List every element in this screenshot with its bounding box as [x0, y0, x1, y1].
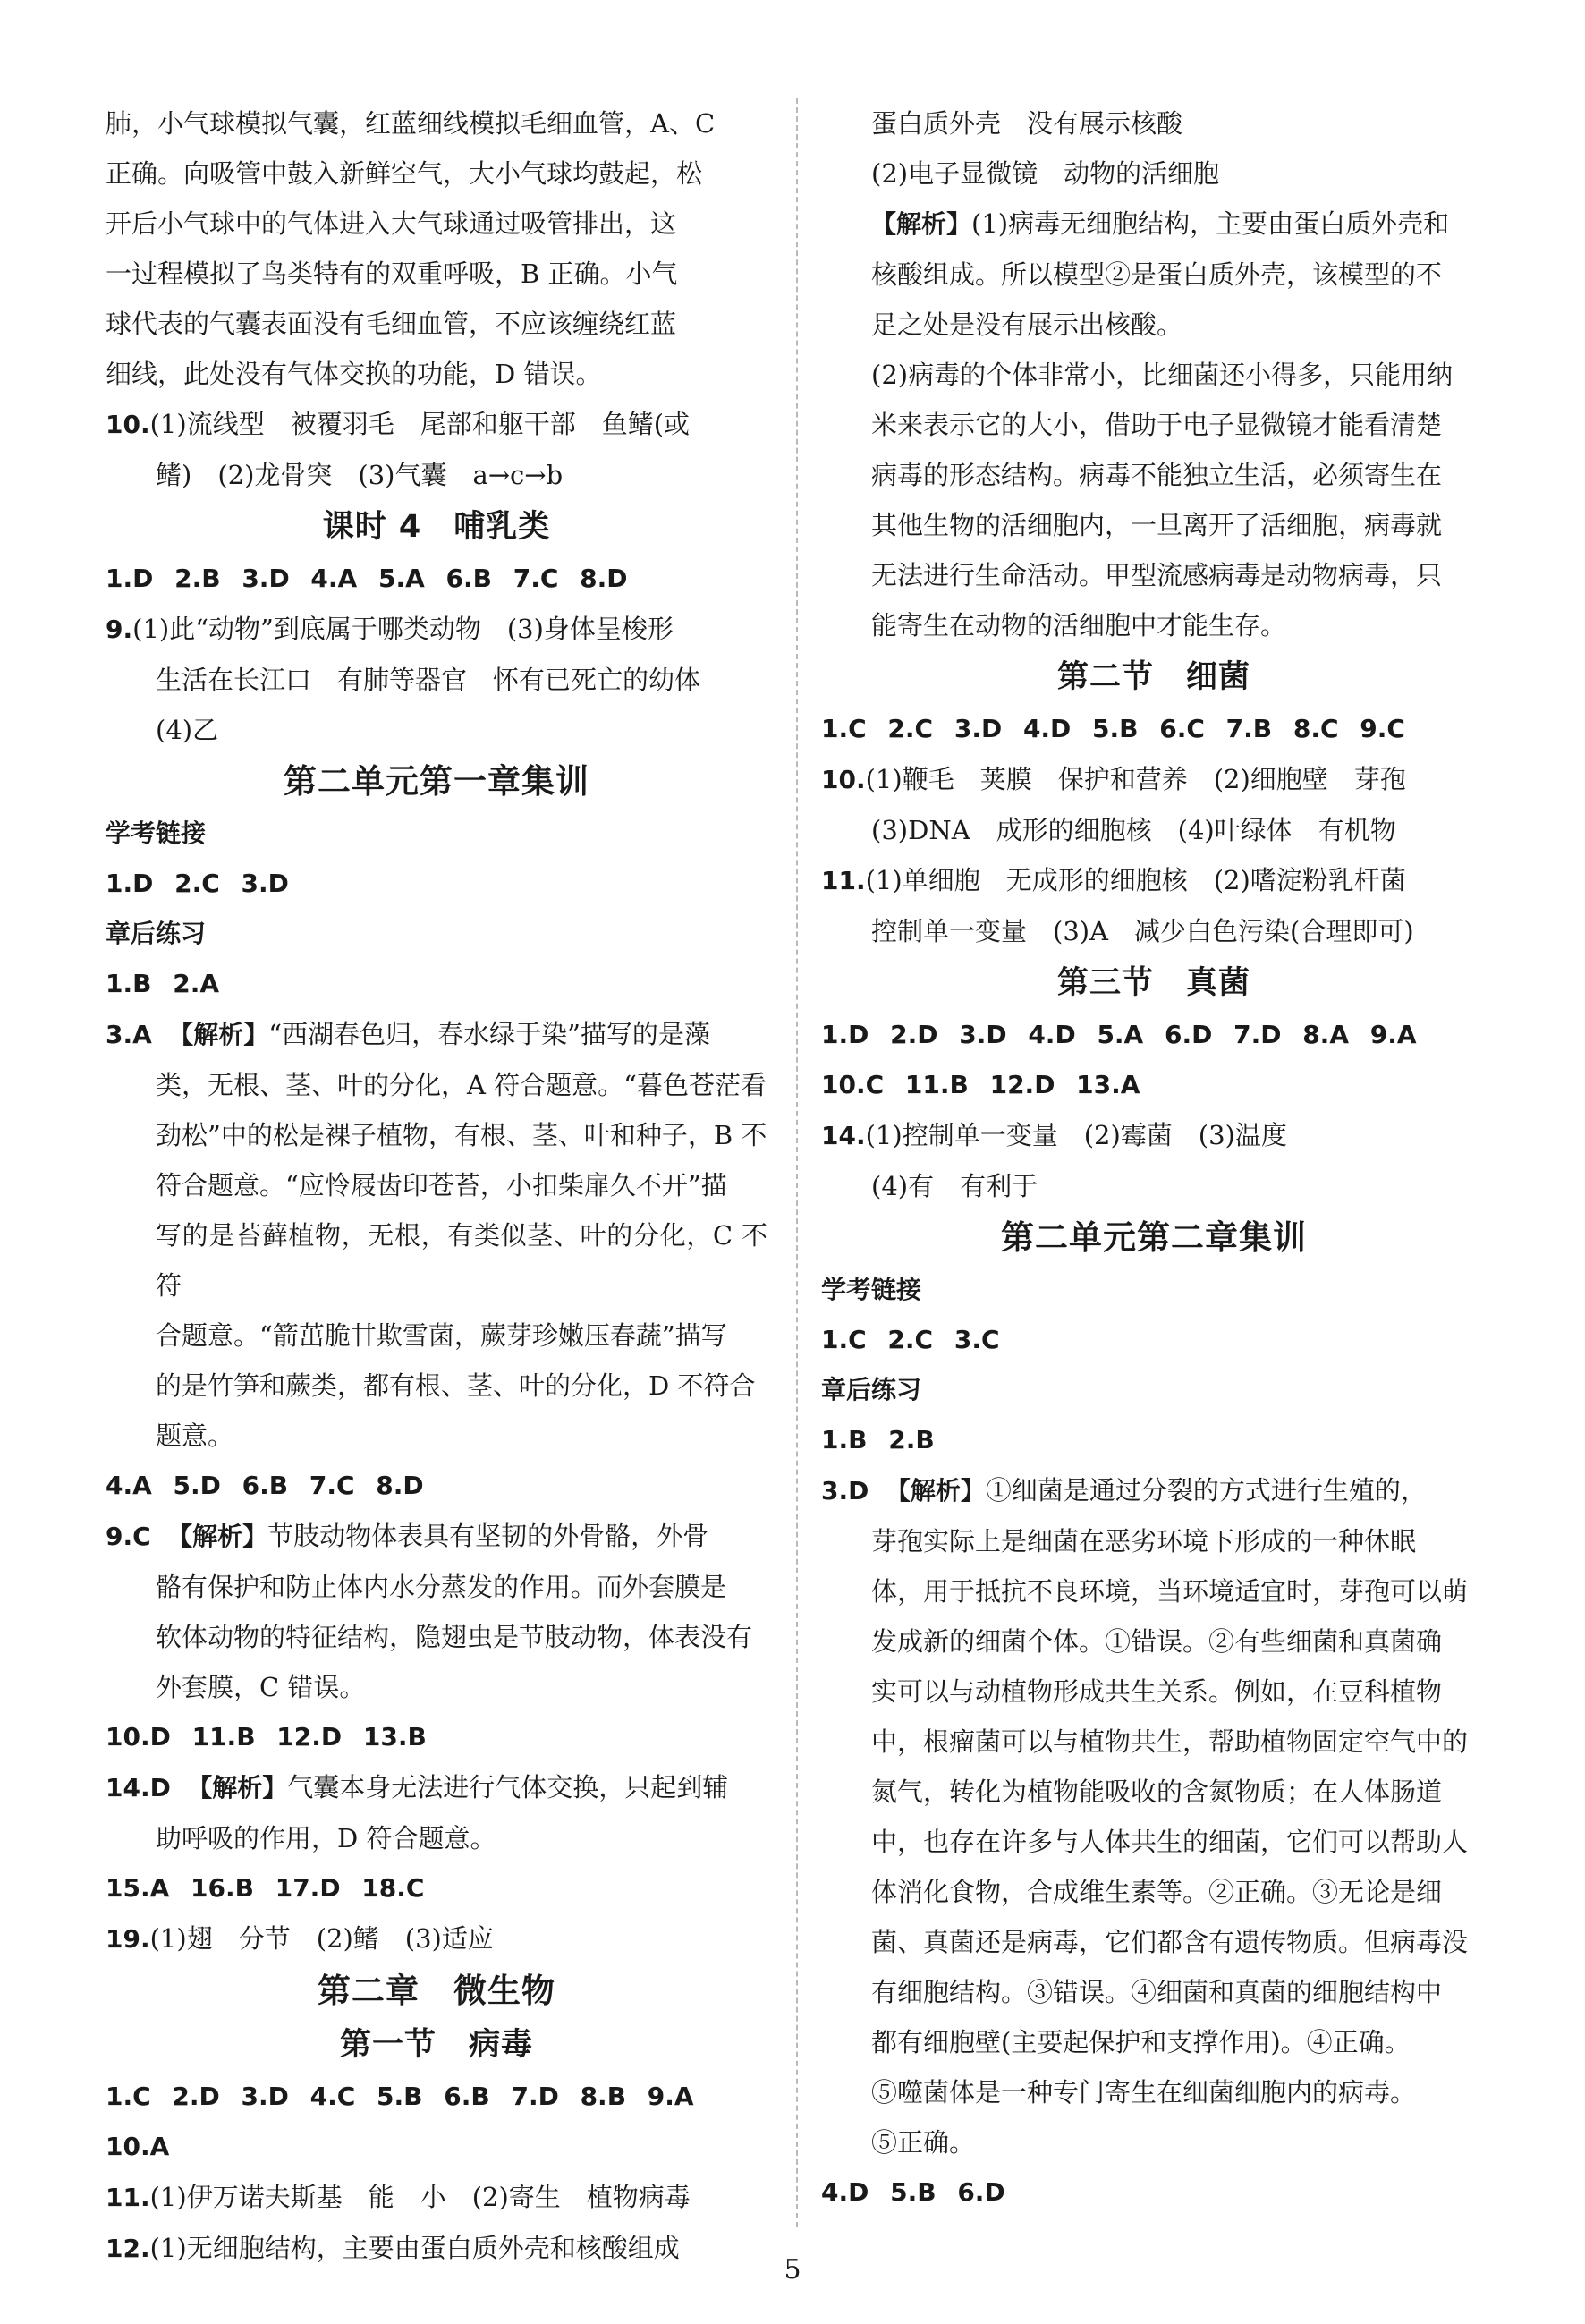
text-line: 一过程模拟了鸟类特有的双重呼吸，B 正确。小气	[106, 259, 678, 289]
question-3-explanation	[106, 1009, 767, 1461]
answer-row: 1.B 2.A	[106, 969, 219, 998]
text-line: 气囊本身无法进行气体交换，只起到辅	[287, 1772, 729, 1802]
answer-row: 1.D 2.D 3.D 4.D 5.A 6.D 7.D 8.A 9.A	[821, 1020, 1417, 1049]
text-line: 体消化食物，合成维生素等。②正确。③无论是细	[871, 1877, 1443, 1907]
question-9-explanation	[106, 1511, 767, 1712]
question-number: 11.	[821, 866, 866, 895]
text-line: 正确。向吸管中鼓入新鲜空气，大小气球均鼓起，松	[106, 158, 703, 189]
answer-row: 1.D 2.C 3.D	[106, 869, 289, 898]
text-line: ⑤噬菌体是一种专门寄生在细菌细胞内的病毒。	[871, 2077, 1417, 2108]
answer-row: 1.C 2.C 3.C	[821, 1325, 1000, 1354]
question-number: 9.C	[106, 1522, 151, 1551]
text-line: 写的是苔藓植物，无根，有类似茎、叶的分化，C 不符	[156, 1220, 767, 1301]
text-line: 菌、真菌还是病毒，它们都含有遗传物质。但病毒没	[871, 1927, 1469, 1957]
answer-text: (1)单细胞 无成形的细胞核 (2)嗜淀粉乳杆菌	[865, 865, 1406, 895]
text-line: 软体动物的特征结构，隐翅虫是节肢动物，体表没有	[156, 1622, 753, 1652]
text-line: 球代表的气囊表面没有毛细血管，不应该缠绕红蓝	[106, 309, 677, 339]
q9-explanation-continued	[106, 98, 767, 399]
text-line: 开后小气球中的气体进入大气球通过吸管排出，这	[106, 208, 677, 239]
answer-text: (1)流线型 被覆羽毛 尾部和躯干部 鱼鳍(或	[149, 409, 691, 439]
text-line: ①细菌是通过分裂的方式进行生殖的，	[985, 1475, 1427, 1506]
question-number: 11.	[106, 2183, 150, 2212]
answer-row: 1.B 2.B	[821, 1425, 935, 1455]
answer-text: 鳍) (2)龙骨突 (3)气囊 a→c→b	[156, 460, 564, 490]
question-number: 3.A	[106, 1020, 152, 1049]
question-number: 10.	[106, 410, 150, 439]
chapter-heading: 第二章 微生物	[318, 1972, 555, 2010]
answer-text: (4)乙	[156, 715, 219, 745]
text-line: 实可以与动植物形成共生关系。例如，在豆科植物	[871, 1676, 1443, 1707]
answer-row: 10.C 11.B 12.D 13.A	[821, 1070, 1140, 1099]
answer-text: (4)有 有利于	[871, 1171, 1038, 1201]
answer-text: (2)电子显微镜 动物的活细胞	[871, 158, 1220, 189]
text-line: 骼有保护和防止体内水分蒸发的作用。而外套膜是	[156, 1572, 727, 1602]
question-number: 19.	[106, 1924, 150, 1954]
text-line: 都有细胞壁(主要起保护和支撑作用)。④正确。	[871, 2027, 1411, 2057]
question-10	[106, 399, 767, 500]
text-line: 发成新的细菌个体。①错误。②有些细菌和真菌确	[871, 1626, 1443, 1657]
answer-text: (1)无细胞结构，主要由蛋白质外壳和核酸组成	[149, 2233, 680, 2263]
unit-heading: 第二单元第一章集训	[284, 762, 589, 801]
page-number: 5	[784, 2254, 801, 2286]
analysis-tag: 【解析】	[167, 1522, 268, 1551]
text-line: (1)病毒无细胞结构，主要由蛋白质外壳和	[971, 208, 1450, 239]
text-line: ⑤正确。	[871, 2127, 976, 2158]
text-line: 足之处是没有展示出核酸。	[871, 310, 1183, 340]
text-line: 中，根瘤菌可以与植物共生，帮助植物固定空气中的	[871, 1726, 1469, 1757]
text-line: 助呼吸的作用，D 符合题意。	[156, 1823, 496, 1853]
text-line: 芽孢实际上是细菌在恶劣环境下形成的一种休眠	[871, 1526, 1417, 1556]
analysis-tag: 【解析】	[187, 1773, 288, 1802]
answer-text: (1)此“动物”到底属于哪类动物 (3)身体呈梭形	[132, 614, 674, 644]
subsection-label: 学考链接	[821, 1275, 922, 1304]
question-number: 14.	[821, 1121, 866, 1150]
text-line: 氮气，转化为植物能吸收的含氮物质；在人体肠道	[871, 1777, 1443, 1807]
text-line: (2)病毒的个体非常小，比细菌还小得多，只能用纳	[871, 360, 1454, 390]
answer-text: 蛋白质外壳 没有展示核酸	[871, 108, 1183, 139]
answer-text: (1)控制单一变量 (2)霉菌 (3)温度	[865, 1120, 1287, 1150]
right-column	[821, 98, 1487, 2218]
question-number: 9.	[106, 615, 133, 644]
text-line: 细线，此处没有气体交换的功能，D 错误。	[106, 359, 602, 389]
section-heading: 第一节 病毒	[339, 2027, 533, 2063]
text-line: 合题意。“箭茁脆甘欺雪菌，蕨芽珍嫩压春蔬”描写	[156, 1320, 727, 1351]
question-number: 14.D	[106, 1773, 171, 1802]
text-line: “西湖春色归，春水绿于染”描写的是藻	[268, 1019, 710, 1049]
answer-row: 1.C 2.D 3.D 4.C 5.B 6.B 7.D 8.B 9.A	[106, 2082, 694, 2111]
question-14-explanation	[106, 1762, 767, 1863]
text-line: 病毒的形态结构。病毒不能独立生活，必须寄生在	[871, 460, 1443, 490]
answer-text: 生活在长江口 有肺等器官 怀有已死亡的幼体	[156, 665, 701, 695]
left-column	[106, 98, 767, 2274]
subsection-label: 章后练习	[106, 919, 207, 948]
subsection-label: 学考链接	[106, 818, 207, 848]
text-line: 符合题意。“应怜屐齿印苍苔，小扣柴扉久不开”描	[156, 1170, 727, 1200]
answer-row: 1.C 2.C 3.D 4.D 5.B 6.C 7.B 8.C 9.C	[821, 714, 1405, 743]
text-line: 核酸组成。所以模型②是蛋白质外壳，该模型的不	[871, 259, 1443, 290]
text-line: 中，也存在许多与人体共生的细菌，它们可以帮助人	[871, 1827, 1469, 1857]
section-heading: 第三节 真菌	[1056, 965, 1250, 1001]
text-line: 劲松”中的松是裸子植物，有根、茎、叶和种子，B 不	[156, 1120, 767, 1150]
text-line: 类，无根、茎、叶的分化，A 符合题意。“暮色苍茫看	[156, 1070, 767, 1100]
answer-text: (3)DNA 成形的细胞核 (4)叶绿体 有机物	[871, 815, 1396, 845]
answer-text: (1)翅 分节 (2)鳍 (3)适应	[149, 1923, 494, 1954]
section-heading: 第二节 细菌	[1056, 659, 1250, 695]
analysis-tag: 【解析】	[871, 209, 972, 239]
text-line: 肺，小气球模拟气囊，红蓝细线模拟毛细血管，A、C	[106, 108, 716, 139]
text-line: 其他生物的活细胞内，一旦离开了活细胞，病毒就	[871, 510, 1443, 540]
analysis-tag: 【解析】	[885, 1476, 986, 1506]
question-number: 12.	[106, 2234, 150, 2263]
question-3-explanation	[821, 1465, 1487, 2167]
section-heading: 课时 4 哺乳类	[322, 509, 551, 545]
text-line: 无法进行生命活动。甲型流感病毒是动物病毒，只	[871, 560, 1443, 590]
question-12-explanation	[821, 199, 1487, 650]
answer-row: 15.A 16.B 17.D 18.C	[106, 1873, 425, 1903]
answer-text: (1)鞭毛 荚膜 保护和营养 (2)细胞壁 芽孢	[865, 764, 1406, 794]
text-line: 能寄生在动物的活细胞中才能生存。	[871, 610, 1287, 640]
answer-text: (1)伊万诺夫斯基 能 小 (2)寄生 植物病毒	[149, 2182, 691, 2212]
column-divider	[796, 98, 798, 2227]
question-number: 10.	[821, 765, 866, 794]
answer-text: 控制单一变量 (3)A 减少白色污染(合理即可)	[871, 916, 1414, 946]
lesson4-question-9	[106, 604, 767, 755]
text-line: 米来表示它的大小，借助于电子显微镜才能看清楚	[871, 410, 1443, 440]
text-line: 体，用于抵抗不良环境，当环境适宜时，芽孢可以萌	[871, 1576, 1469, 1607]
answer-row: 4.A 5.D 6.B 7.C 8.D	[106, 1471, 424, 1500]
text-line: 题意。	[156, 1421, 234, 1451]
text-line: 外套膜，C 错误。	[156, 1672, 366, 1702]
text-line: 有细胞结构。③错误。④细菌和真菌的细胞结构中	[871, 1977, 1443, 2007]
answer-row: 4.D 5.B 6.D	[821, 2177, 1005, 2207]
subsection-label: 章后练习	[821, 1375, 922, 1404]
text-line: 节肢动物体表具有坚韧的外骨骼，外骨	[267, 1521, 709, 1551]
text-line: 的是竹笋和蕨类，都有根、茎、叶的分化，D 不符合	[156, 1370, 756, 1401]
question-number: 3.D	[821, 1476, 869, 1506]
unit-heading: 第二单元第二章集训	[1001, 1218, 1307, 1257]
answer-row: 10.A	[106, 2132, 170, 2161]
analysis-tag: 【解析】	[168, 1020, 269, 1049]
answer-row: 1.D 2.B 3.D 4.A 5.A 6.B 7.C 8.D	[106, 564, 628, 593]
answer-row: 10.D 11.B 12.D 13.B	[106, 1722, 427, 1751]
